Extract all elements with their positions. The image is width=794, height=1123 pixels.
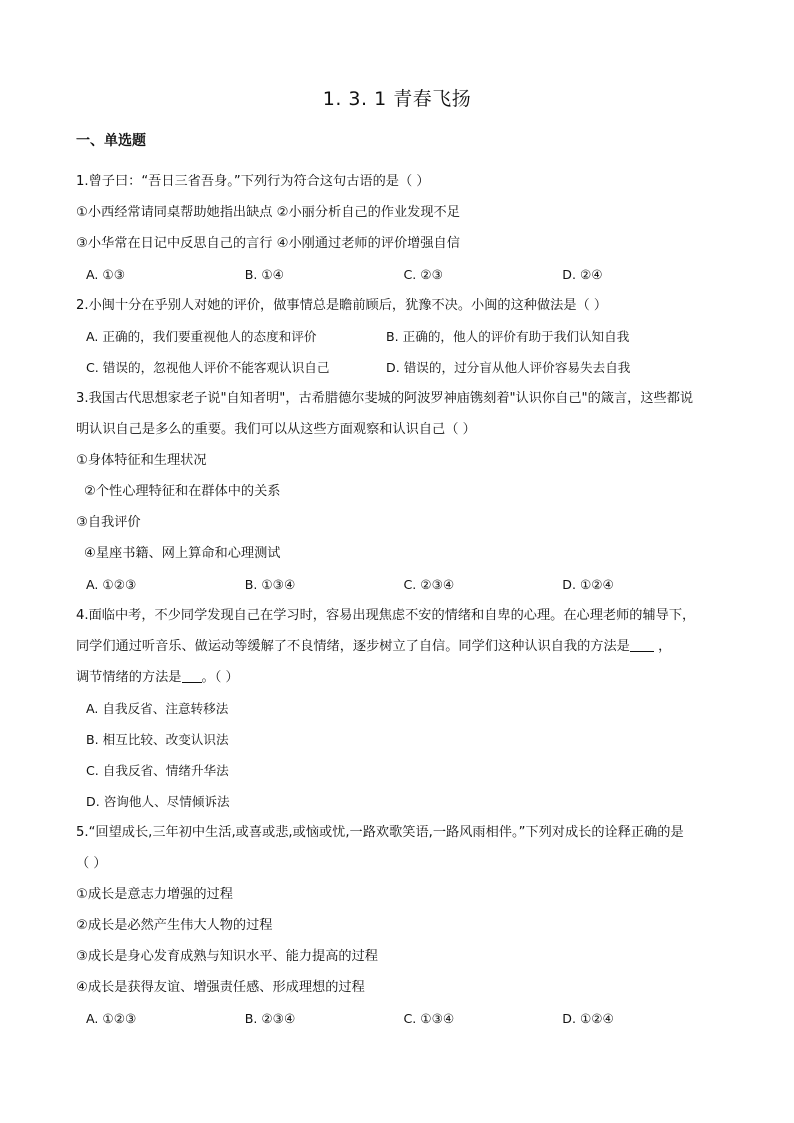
question-3-statement-3: ③自我评价 [76,515,141,530]
answer-blank-1[interactable] [630,637,654,652]
question-2-options-row-2 [76,352,721,383]
question-4-stem-line-2 [76,631,721,662]
question-3-options [76,569,721,600]
question-3-statement-4: ④星座书籍、网上算命和心理测试 [84,546,281,561]
option-a[interactable]: A. ①③ [86,267,125,282]
question-5 [76,817,721,1034]
option-b[interactable]: B. ①③④ [244,577,296,592]
question-3-stem-line-1: 3.我国古代思想家老子说"自知者明"，古希腊德尔斐城的阿波罗神庙镌刻着"认识你自己"的箴言，这些都说 [76,391,694,406]
option-b[interactable]: B. 正确的，他人的评价有助于我们认知自我 [386,329,630,344]
option-c[interactable]: C. ①③④ [403,1011,455,1026]
question-4-stem-line-3 [76,662,721,693]
question-3 [76,383,721,600]
question-1-stem: 1.曾子曰：“吾日三省吾身。”下列行为符合这句古语的是（ ） [76,174,430,189]
option-b[interactable]: B. ①④ [244,267,284,282]
question-2 [76,290,721,383]
option-a[interactable]: A. ①②③ [86,577,137,592]
option-d[interactable]: D. ②④ [562,267,603,282]
question-5-stem-line-2: （ ） [76,856,107,871]
question-5-statement-1: ①成长是意志力增强的过程 [76,887,233,902]
question-3-statement-2: ②个性心理特征和在群体中的关系 [84,484,281,499]
option-c[interactable]: C. 自我反省、情绪升华法 [86,763,229,778]
option-d[interactable]: D. 咨询他人、尽情倾诉法 [86,794,230,809]
question-2-options-row-1 [76,321,721,352]
option-c[interactable]: C. ②③④ [403,577,455,592]
option-d[interactable]: D. 错误的，过分盲从他人评价容易失去自我 [386,360,631,375]
option-c[interactable]: C. ②③ [403,267,443,282]
question-list [76,166,721,1034]
question-4-stem-text: 调节情绪的方法是 [76,670,182,685]
answer-blank-2[interactable] [182,668,202,683]
question-3-statement-1: ①身体特征和生理状况 [76,453,207,468]
question-4 [76,600,721,817]
option-d[interactable]: D. ①②④ [562,1011,614,1026]
question-4-stem-text: 同学们通过听音乐、做运动等缓解了不良情绪，逐步树立了自信。同学们这种认识自我的方法是 [76,639,630,654]
question-1-options [76,259,721,290]
question-5-statement-4: ④成长是获得友谊、增强责任感、形成理想的过程 [76,980,365,995]
question-5-options [76,1003,721,1034]
question-5-statement-3: ③成长是身心发育成熟与知识水平、能力提高的过程 [76,949,378,964]
question-4-stem-text: ， [653,639,672,654]
question-1 [76,166,721,290]
question-2-stem: 2.小闽十分在乎别人对她的评价，做事情总是瞻前顾后，犹豫不决。小闽的这种做法是（ ） [76,298,608,313]
page-title: 1. 3. 1 青春飞扬 [322,88,472,110]
question-4-stem-line-1: 4.面临中考，不少同学发现自己在学习时，容易出现焦虑不安的情绪和自卑的心理。在心理老师的辅导下， [76,608,696,623]
option-b[interactable]: B. ②③④ [244,1011,296,1026]
question-5-statement-2: ②成长是必然产生伟大人物的过程 [76,918,273,933]
option-c[interactable]: C. 错误的，忽视他人评价不能客观认识自己 [86,360,330,375]
option-a[interactable]: A. 正确的，我们要重视他人的态度和评价 [86,329,317,344]
question-1-statement-b: ③小华常在日记中反思自己的言行 ④小刚通过老师的评价增强自信 [76,236,460,251]
question-3-stem-line-2: 明认识自己是多么的重要。我们可以从这些方面观察和认识自己（ ） [76,422,476,437]
option-b[interactable]: B. 相互比较、改变认识法 [86,732,229,747]
section-heading: 一、单选题 [76,133,146,149]
option-d[interactable]: D. ①②④ [562,577,614,592]
question-4-stem-text: 。（ ） [201,670,239,685]
option-a[interactable]: A. 自我反省、注意转移法 [86,701,229,716]
question-1-statement-a: ①小西经常请同桌帮助她指出缺点 ②小丽分析自己的作业发现不足 [76,205,460,220]
option-a[interactable]: A. ①②③ [86,1011,137,1026]
question-5-stem-line-1: 5.“回望成长,三年初中生活,或喜或悲,或恼或忧,一路欢歌笑语,一路风雨相伴。”下列对成长的诠释正确的是 [76,825,684,840]
